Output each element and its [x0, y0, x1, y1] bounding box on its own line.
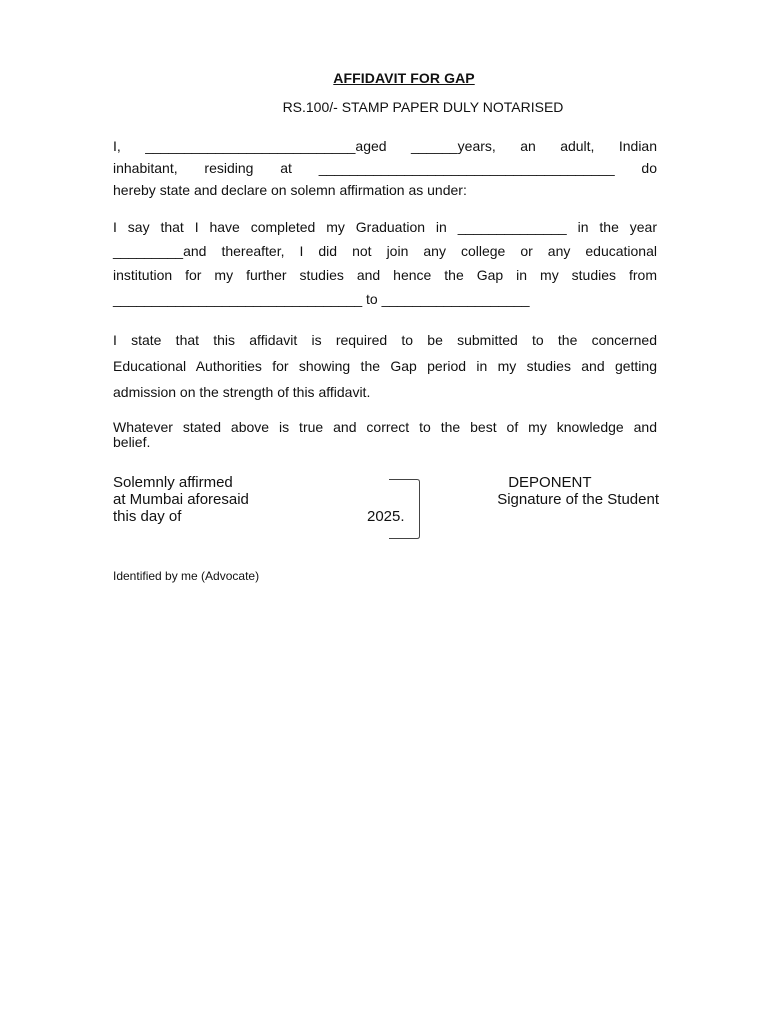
deponent-label: DEPONENT — [508, 474, 592, 491]
affirmation-year: 2025. — [367, 508, 405, 525]
affirmation-line: this day of — [113, 508, 182, 525]
paragraph-line: belief. — [113, 434, 151, 450]
signature-block — [113, 474, 659, 544]
affirmation-line: Solemnly affirmed — [113, 474, 233, 491]
paragraph-line: inhabitant, residing at ______________________________________ do — [113, 160, 657, 176]
paragraph-line: _________and thereafter, I did not join any college or any educational — [113, 243, 657, 259]
paragraph-line: I, ___________________________aged ______years, an adult, Indian — [113, 138, 657, 154]
identified-by-advocate: Identified by me (Advocate) — [113, 569, 260, 583]
document-title: AFFIDAVIT FOR GAP — [333, 70, 475, 86]
paragraph-line: ________________________________ to ___________________ — [113, 291, 530, 307]
paragraph-line: admission on the strength of this affidavit. — [113, 384, 371, 400]
paragraph-declaration — [113, 135, 657, 201]
document-subtitle: RS.100/- STAMP PAPER DULY NOTARISED — [282, 99, 564, 115]
paragraph-line: Whatever stated above is true and correct to the best of my knowledge and — [113, 419, 657, 435]
paragraph-line: Educational Authorities for showing the Gap period in my studies and getting — [113, 358, 657, 374]
deponent-block — [497, 474, 659, 508]
bracket-divider — [389, 479, 420, 539]
paragraph-truth-statement — [113, 420, 657, 450]
paragraph-line: I state that this affidavit is required to be submitted to the concerned — [113, 332, 657, 348]
affirmation-text — [113, 474, 249, 525]
affirmation-line: at Mumbai aforesaid — [113, 491, 249, 508]
paragraph-graduation — [113, 215, 657, 311]
paragraph-line: I say that I have completed my Graduation in ______________ in the year — [113, 219, 657, 235]
paragraph-purpose — [113, 327, 657, 405]
paragraph-line: hereby state and declare on solemn affirmation as under: — [113, 182, 467, 198]
paragraph-line: institution for my further studies and hence the Gap in my studies from — [113, 267, 657, 283]
signature-label: Signature of the Student — [497, 491, 659, 508]
